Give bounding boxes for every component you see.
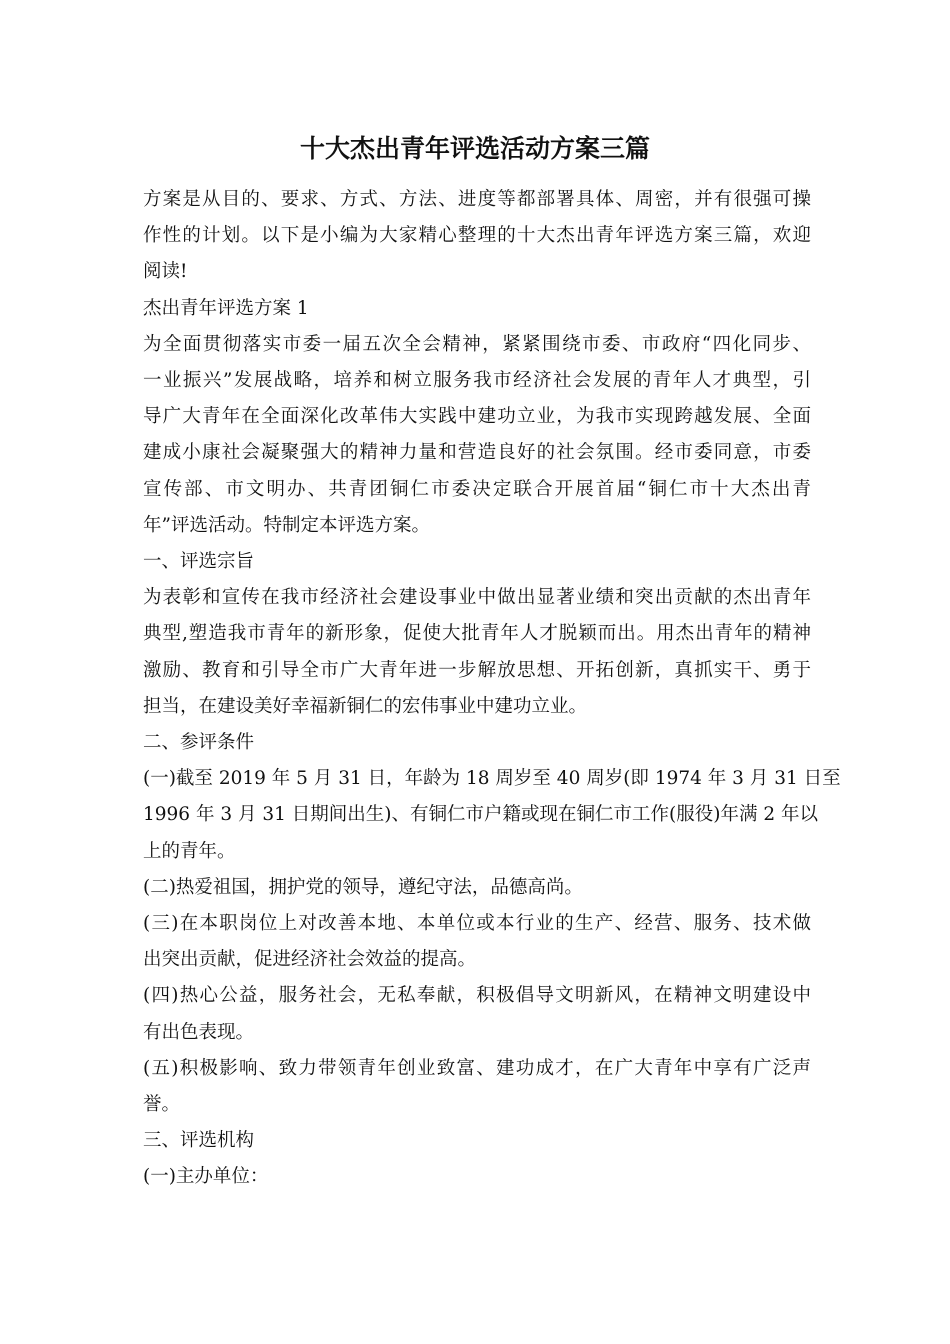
body-line: 担当，在建设美好幸福新铜仁的宏伟事业中建功立业。 [143,695,588,717]
body-line: (四)热心公益，服务社会，无私奉献，积极倡导文明新风，在精神文明建设中 [143,985,811,1007]
body-line: 为表彰和宣传在我市经济社会建设事业中做出显著业绩和突出贡献的杰出青年 [143,587,811,609]
body-line: 二、参评条件 [143,732,255,754]
body-line: 誉。 [143,1094,181,1116]
body-line: 1996 年 3 月 31 日期间出生)、有铜仁市户籍或现在铜仁市工作(服役)年满 2 年以 [143,804,818,826]
body-line: 作性的计划。以下是小编为大家精心整理的十大杰出青年评选方案三篇，欢迎 [143,225,811,247]
body-line: (三)在本职岗位上对改善本地、本单位或本行业的生产、经营、服务、技术做 [143,913,811,935]
document-body [143,182,841,1196]
body-line: 三、评选机构 [143,1130,255,1152]
body-line: 典型,塑造我市青年的新形象，促使大批青年人才脱颖而出。用杰出青年的精神 [143,623,811,645]
body-line: 上的青年。 [143,840,236,862]
body-line: 杰出青年评选方案 1 [143,297,309,319]
body-line: 导广大青年在全面深化改革伟大实践中建功立业，为我市实现跨越发展、全面 [143,406,811,428]
body-line: 宣传部、市文明办、共青团铜仁市委决定联合开展首届“铜仁市十大杰出青 [143,478,811,500]
body-line: 为全面贯彻落实市委一届五次全会精神，紧紧围绕市委、市政府“四化同步、 [143,333,811,355]
body-lines [143,182,841,1196]
body-line: 年”评选活动。特制定本评选方案。 [143,514,430,536]
body-line: 激励、教育和引导全市广大青年进一步解放思想、开拓创新，真抓实干、勇于 [143,659,811,681]
body-line: (五)积极影响、致力带领青年创业致富、建功成才，在广大青年中享有广泛声 [143,1057,811,1079]
document-title: 十大杰出青年评选活动方案三篇 [299,134,650,163]
body-line: 出突出贡献，促进经济社会效益的提高。 [143,949,477,971]
body-line: (一)截至 2019 年 5 月 31 日，年龄为 18 周岁至 40 周岁(即 1974 年 3 月 31 日至 [143,768,841,790]
body-line: (一)主办单位： [143,1166,269,1188]
body-line: 方案是从目的、要求、方式、方法、进度等都部署具体、周密，并有很强可操 [143,189,811,210]
body-line: 一、评选宗旨 [143,551,255,573]
body-line: 有出色表现。 [143,1021,255,1043]
body-line: 建成小康社会凝聚强大的精神力量和营造良好的社会氛围。经市委同意，市委 [143,442,811,464]
body-line: (二)热爱祖国，拥护党的领导，遵纪守法，品德高尚。 [143,876,583,898]
body-line: 一业振兴”发展战略，培养和树立服务我市经济社会发展的青年人才典型，引 [143,370,811,392]
body-line: 阅读! [143,261,188,283]
